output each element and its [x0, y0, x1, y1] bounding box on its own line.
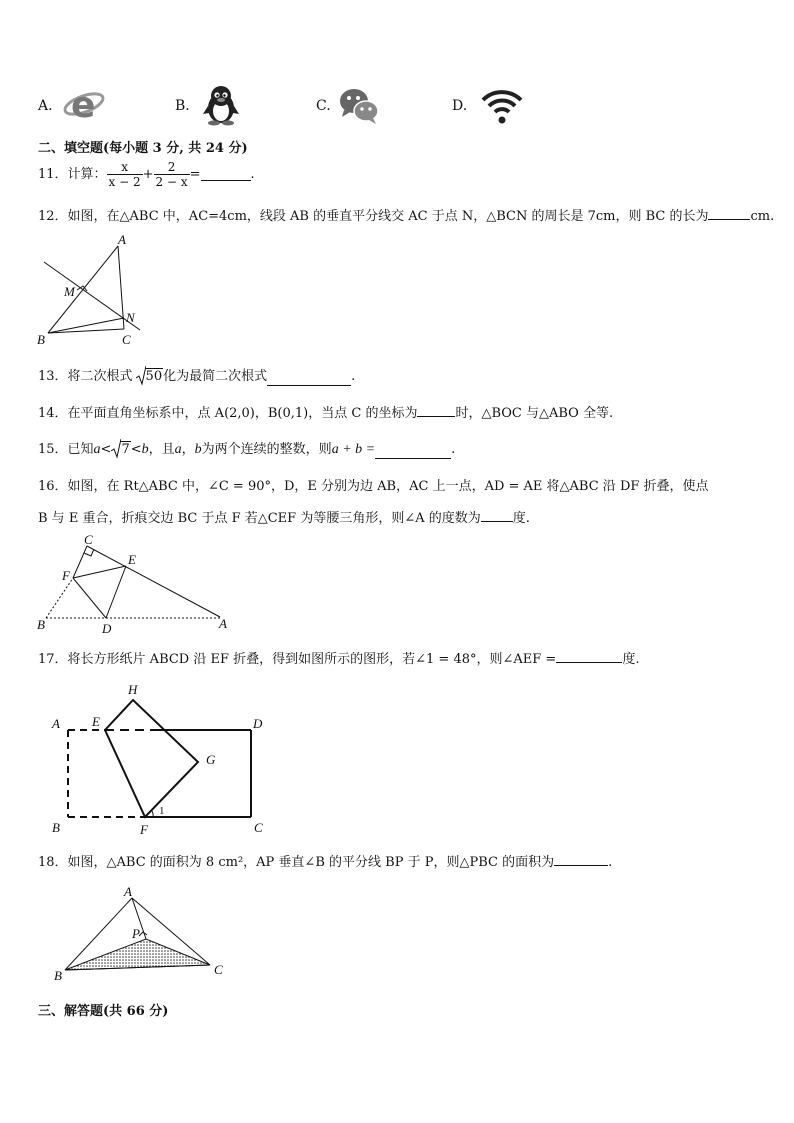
q11-equals: =: [189, 166, 201, 182]
option-d-label: D.: [452, 98, 468, 114]
fig18-label-c: C: [214, 962, 223, 977]
q13-answer-blank[interactable]: [267, 373, 351, 386]
q14-text-a: 14．在平面直角坐标系中，点 A(2,0)，B(0,1)，当点 C 的坐标为: [38, 406, 418, 421]
q17-answer-blank[interactable]: [556, 650, 622, 663]
fig17-label-g: G: [206, 752, 216, 767]
section-2-title: 二、填空题(每小题 3 分, 共 24 分): [38, 141, 248, 156]
q15-lt-1: <: [100, 442, 112, 457]
svg-text:e: e: [71, 85, 96, 124]
section-3-title: 三、解答题(共 66 分): [38, 1004, 169, 1019]
q11-frac1-den: x − 2: [108, 175, 141, 189]
q16-answer-blank[interactable]: [481, 509, 513, 522]
q13-radicand: 50: [145, 369, 163, 384]
q14-answer-blank[interactable]: [417, 404, 455, 417]
q12-text: 12．如图，在△ABC 中，AC=4cm，线段 AB 的垂直平分线交 AC 于点 N，△BCN 的周长是 7cm，则 BC 的长为: [38, 209, 709, 224]
q11-prefix: 11．计算：: [38, 166, 107, 182]
q18-end: .: [608, 855, 613, 870]
q13-text-b: 化为最简二次根式: [163, 369, 268, 384]
q15-sqrt: [111, 441, 130, 459]
question-16-line-2: [38, 509, 530, 528]
option-b-label: B.: [175, 98, 190, 114]
q17-end: 度.: [622, 652, 640, 667]
figure-12: [36, 232, 146, 350]
q15-radicand: 7: [121, 442, 130, 457]
q15-var-b2: b: [194, 442, 202, 457]
q12-answer-blank[interactable]: [708, 207, 750, 220]
question-16-line-1: 16．如图，在 Rt△ABC 中，∠C = 90°，D，E 分别为边 AB，AC 上一点，AD = AE 将△ABC 沿 DF 折叠，使点: [38, 479, 709, 494]
q13-sqrt: [136, 368, 164, 386]
q15-end: .: [451, 442, 456, 457]
q16-end: 度.: [512, 511, 530, 526]
q13-end: .: [351, 369, 356, 384]
fig12-label-a: A: [118, 232, 126, 247]
wifi-icon: [480, 86, 524, 126]
ie-browser-icon: [62, 84, 106, 124]
fig17-label-f: F: [140, 822, 148, 837]
q18-text: 18．如图，△ABC 的面积为 8 cm²，AP 垂直∠B 的平分线 BP 于 P，则△PBC 的面积为: [38, 855, 555, 870]
q15-var-b: b: [141, 442, 149, 457]
q11-plus: +: [142, 166, 154, 182]
fig18-label-a: A: [124, 884, 132, 899]
fig17-angle-1: 1: [159, 805, 165, 817]
fig16-label-b: B: [37, 617, 45, 632]
q12-end: cm.: [750, 209, 775, 224]
q18-answer-blank[interactable]: [554, 853, 608, 866]
q15-lt-2: <: [130, 442, 142, 457]
figure-17: [48, 680, 278, 840]
q14-text-b: 时，△BOC 与△ABO 全等.: [455, 406, 614, 421]
fig12-label-m: M: [64, 284, 75, 299]
figure-18: [50, 884, 235, 984]
question-12: [38, 207, 774, 226]
question-11: [38, 160, 255, 189]
q13-text-a: 13．将二次根式: [38, 369, 133, 384]
fig18-label-b: B: [54, 968, 62, 983]
fig16-label-c: C: [84, 532, 93, 547]
q11-frac2-num: 2: [154, 160, 190, 175]
figure-16: [36, 532, 236, 636]
q15-answer-blank[interactable]: [375, 446, 451, 459]
q11-frac2-den: 2 − x: [155, 175, 188, 189]
question-15: [38, 441, 455, 459]
fig17-label-a: A: [52, 716, 60, 731]
fig12-label-c: C: [122, 332, 131, 347]
q11-fraction-2: [154, 160, 190, 189]
question-13: [38, 368, 355, 386]
q15-sum: a + b =: [331, 442, 376, 457]
wechat-icon: [338, 84, 380, 126]
fig12-label-b: B: [37, 332, 45, 347]
q16-line2-text: B 与 E 重合，折痕交边 BC 于点 F 若△CEF 为等腰三角形，则∠A 的度数为: [38, 511, 481, 526]
q15-text-c: 为两个连续的整数，则: [201, 442, 332, 457]
q15-var-a: a: [93, 442, 101, 457]
q17-text: 17．将长方形纸片 ABCD 沿 EF 折叠，得到如图所示的图形，若∠1 = 48°，则∠AEF =: [38, 652, 557, 667]
fig17-label-e: E: [92, 714, 100, 729]
fig17-label-h: H: [128, 682, 138, 697]
q11-fraction-1: [107, 160, 143, 189]
fig12-label-n: N: [126, 310, 135, 325]
q15-var-a2: a: [174, 442, 182, 457]
fig17-label-b: B: [52, 820, 60, 835]
fig16-label-a: A: [219, 616, 227, 631]
fig16-label-e: E: [128, 552, 136, 567]
q11-end: .: [250, 166, 255, 182]
q15-text-b: ，且: [148, 442, 175, 457]
q11-frac1-num: x: [107, 160, 143, 175]
q11-answer-blank[interactable]: [201, 168, 251, 181]
question-18: [38, 853, 612, 872]
fig18-label-p: P: [132, 926, 140, 941]
fig17-label-d: D: [253, 716, 263, 731]
option-a-label: A.: [38, 98, 53, 114]
question-14: [38, 404, 613, 423]
q15-text-a: 15．已知: [38, 442, 94, 457]
question-17: [38, 650, 639, 669]
q15-comma: ，: [181, 442, 195, 457]
fig16-label-f: F: [62, 568, 70, 583]
fig16-label-d: D: [102, 621, 112, 636]
option-c-label: C.: [316, 98, 331, 114]
fig17-label-c: C: [254, 820, 263, 835]
qq-penguin-icon: [200, 84, 242, 126]
